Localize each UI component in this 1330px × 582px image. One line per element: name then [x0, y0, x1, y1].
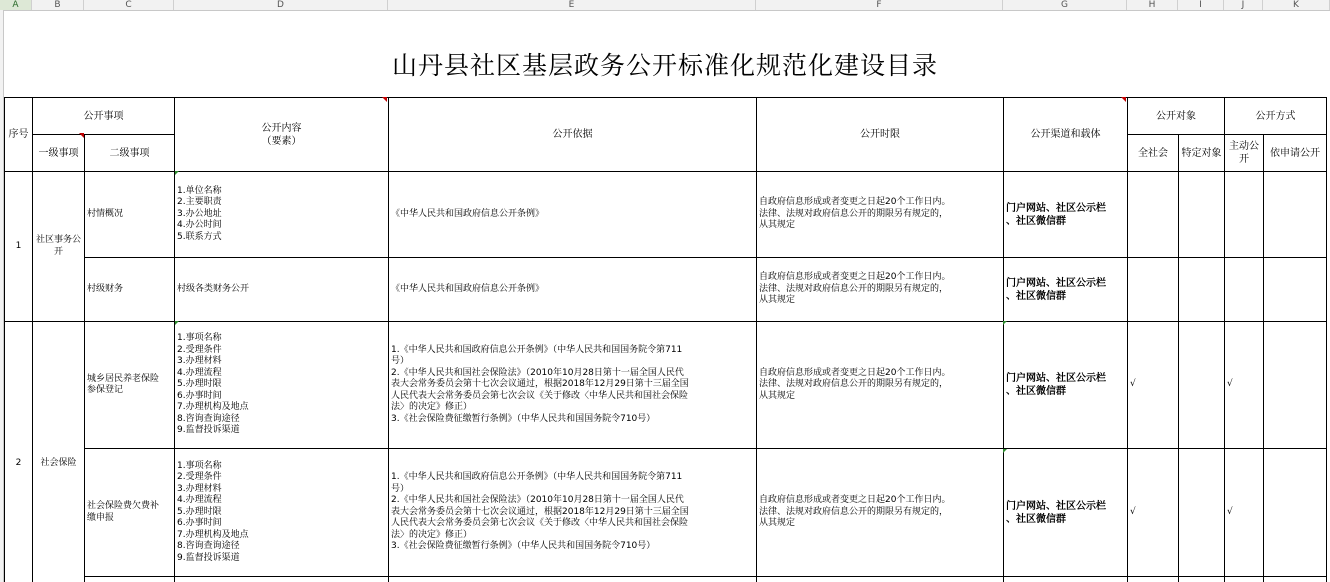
- method-active-cell[interactable]: √: [1225, 322, 1264, 449]
- timelimit-line: 法律、法规对政府信息公开的期限另有规定的，: [759, 379, 949, 390]
- timelimit-cell[interactable]: [757, 577, 1004, 582]
- channel-line: 、社区微信群: [1006, 386, 1066, 397]
- basis-line: 人民代表大会常务委员会第七次会议《关于修改〈中华人民共和国社会保险: [391, 518, 689, 529]
- seq-cell[interactable]: 2: [5, 322, 33, 582]
- content-cell[interactable]: [175, 322, 389, 449]
- channel-line: 门户网站、社区公示栏: [1006, 202, 1106, 214]
- basis-line: 人民代表大会常务委员会第七次会议《关于修改〈中华人民共和国社会保险: [391, 390, 689, 401]
- target-specific-cell[interactable]: [1179, 258, 1225, 322]
- timelimit-line: 法律、法规对政府信息公开的期限另有规定的，: [759, 506, 949, 517]
- header-items[interactable]: 公开事项: [33, 98, 175, 135]
- comment-indicator[interactable]: [382, 97, 387, 102]
- method-active-cell[interactable]: [1225, 258, 1264, 322]
- column-header-b[interactable]: B: [32, 0, 84, 10]
- header-basis[interactable]: 公开依据: [389, 98, 757, 172]
- level2-cell[interactable]: [85, 322, 175, 449]
- method-apply-cell[interactable]: [1264, 577, 1327, 582]
- channel-line: 门户网站、社区公示栏: [1006, 500, 1106, 512]
- basis-line: 表大会常务委员会第十七次会议通过，根据2018年12月29日第十三届全国: [391, 379, 689, 390]
- header-timelimit[interactable]: 公开时限: [757, 98, 1004, 172]
- channel-cell[interactable]: [1004, 577, 1128, 582]
- basis-line: 3.《社会保险费征缴暂行条例》（中华人民共和国国务院令710号）: [391, 413, 656, 424]
- method-apply-cell[interactable]: [1264, 449, 1327, 577]
- content-cell[interactable]: [175, 172, 389, 258]
- content-line: 1.事项名称: [177, 333, 222, 344]
- content-cell[interactable]: [175, 577, 389, 582]
- column-header-f[interactable]: F: [756, 0, 1003, 10]
- method-active-cell[interactable]: √: [1225, 449, 1264, 577]
- target-specific-cell[interactable]: [1179, 577, 1225, 582]
- level2-label: 城乡居民养老保险参保登记: [87, 373, 160, 395]
- header-content[interactable]: [175, 98, 389, 172]
- content-line: 3.办理材料: [177, 356, 222, 367]
- basis-cell[interactable]: [389, 322, 757, 449]
- level1-cell[interactable]: 社区事务公开: [33, 172, 85, 322]
- column-header-d[interactable]: D: [174, 0, 388, 10]
- error-indicator[interactable]: [1003, 449, 1007, 453]
- target-specific-cell[interactable]: [1179, 172, 1225, 258]
- channel-line: 门户网站、社区公示栏: [1006, 373, 1106, 384]
- content-cell[interactable]: [175, 449, 389, 577]
- basis-line: 2.《中华人民共和国社会保险法》（2010年10月28日第十一届全国人民代: [391, 367, 684, 378]
- content-line: 3.办理材料: [177, 483, 222, 494]
- content-line: 4.办理流程: [177, 367, 222, 378]
- header-level2[interactable]: 二级事项: [85, 135, 175, 172]
- content-line: 6.办事时间: [177, 518, 222, 529]
- header-channel[interactable]: 公开渠道和载体: [1004, 98, 1128, 172]
- channel-line: 、社区微信群: [1006, 215, 1066, 227]
- content-line: 4.办理流程: [177, 495, 222, 506]
- method-apply-cell[interactable]: [1264, 258, 1327, 322]
- basis-line: 《中华人民共和国政府信息公开条例》: [391, 208, 545, 219]
- content-line: 2.主要职责: [177, 197, 222, 208]
- seq-cell[interactable]: 1: [5, 172, 33, 322]
- timelimit-cell[interactable]: [757, 322, 1004, 449]
- basis-cell[interactable]: [389, 577, 757, 582]
- content-line: 7.办理机构及地点: [177, 529, 249, 540]
- error-indicator[interactable]: [175, 321, 179, 325]
- target-specific-cell[interactable]: [1179, 449, 1225, 577]
- basis-line: 号）: [391, 483, 410, 494]
- timelimit-line: 自政府信息形成或者变更之日起20个工作日内。: [759, 197, 951, 208]
- basis-cell[interactable]: [389, 449, 757, 577]
- method-active-cell[interactable]: [1225, 577, 1264, 582]
- basis-line: 1.《中华人民共和国政府信息公开条例》（中华人民共和国国务院令第711: [391, 344, 683, 355]
- level1-cell[interactable]: 社会保险: [33, 322, 85, 582]
- header-seq[interactable]: 序号: [5, 98, 33, 172]
- basis-line: 《中华人民共和国政府信息公开条例》: [391, 283, 545, 294]
- comment-indicator[interactable]: [1121, 97, 1126, 102]
- channel-cell[interactable]: [1004, 322, 1128, 449]
- content-line: 9.监督投诉渠道: [177, 425, 240, 436]
- timelimit-line: 法律、法规对政府信息公开的期限另有规定的，: [759, 283, 949, 294]
- basis-line: 1.《中华人民共和国政府信息公开条例》（中华人民共和国国务院令第711: [391, 472, 683, 483]
- channel-cell[interactable]: [1004, 449, 1128, 577]
- content-line: 5.办理时限: [177, 506, 222, 517]
- column-header-a[interactable]: A: [0, 0, 32, 10]
- content-line: 9.监督投诉渠道: [177, 552, 240, 563]
- target-all-cell[interactable]: [1128, 258, 1179, 322]
- basis-line: 法〉的决定》修正）: [391, 529, 473, 540]
- target-all-cell[interactable]: √: [1128, 322, 1179, 449]
- channel-line: 、社区微信群: [1006, 513, 1066, 525]
- column-header-h[interactable]: H: [1127, 0, 1178, 10]
- method-active-cell[interactable]: [1225, 172, 1264, 258]
- basis-line: 3.《社会保险费征缴暂行条例》（中华人民共和国国务院令710号）: [391, 541, 656, 552]
- header-level1[interactable]: 一级事项: [33, 135, 85, 172]
- column-header-e[interactable]: E: [388, 0, 756, 10]
- header-method-active[interactable]: 主动公开: [1225, 135, 1264, 172]
- error-indicator[interactable]: [1003, 321, 1007, 325]
- timelimit-line: 从其规定: [759, 295, 796, 306]
- timelimit-cell[interactable]: [757, 172, 1004, 258]
- header-target-all[interactable]: 全社会: [1128, 135, 1179, 172]
- level2-cell[interactable]: [85, 449, 175, 577]
- column-header-g[interactable]: G: [1003, 0, 1127, 10]
- level2-cell[interactable]: 村情概况: [85, 172, 175, 258]
- content-line: 5.办理时限: [177, 379, 222, 390]
- page-title[interactable]: 山丹县社区基层政务公开标准化规范化建设目录: [391, 50, 938, 80]
- header-target-specific[interactable]: 特定对象: [1179, 135, 1225, 172]
- content-cell[interactable]: [175, 258, 389, 322]
- basis-line: 表大会常务委员会第十七次会议通过，根据2018年12月29日第十三届全国: [391, 506, 689, 517]
- channel-cell[interactable]: [1004, 172, 1128, 258]
- timelimit-line: 从其规定: [759, 518, 796, 529]
- header-content-sub: （要素）: [261, 135, 302, 147]
- error-indicator[interactable]: [175, 171, 179, 175]
- column-header-c[interactable]: C: [84, 0, 174, 10]
- catalog-table: [4, 97, 1327, 582]
- content-line: 8.咨询查询途径: [177, 541, 240, 552]
- basis-line: 号）: [391, 356, 410, 367]
- header-content-label: 公开内容: [261, 122, 302, 134]
- level2-label: 社会保险费欠费补缴申报: [87, 501, 160, 523]
- target-all-cell[interactable]: [1128, 577, 1179, 582]
- target-all-cell[interactable]: [1128, 172, 1179, 258]
- channel-cell[interactable]: [1004, 258, 1128, 322]
- timelimit-line: 从其规定: [759, 390, 796, 401]
- basis-cell[interactable]: [389, 258, 757, 322]
- column-header-i[interactable]: I: [1178, 0, 1224, 10]
- target-all-cell[interactable]: √: [1128, 449, 1179, 577]
- timelimit-line: 自政府信息形成或者变更之日起20个工作日内。: [759, 367, 951, 378]
- content-line: 1.事项名称: [177, 460, 222, 471]
- timelimit-cell[interactable]: [757, 258, 1004, 322]
- timelimit-line: 自政府信息形成或者变更之日起20个工作日内。: [759, 495, 951, 506]
- content-line: 2.受理条件: [177, 472, 222, 483]
- timelimit-line: 法律、法规对政府信息公开的期限另有规定的，: [759, 208, 949, 219]
- timelimit-line: 从其规定: [759, 220, 796, 231]
- content-line: 7.办理机构及地点: [177, 402, 249, 413]
- basis-line: 2.《中华人民共和国社会保险法》（2010年10月28日第十一届全国人民代: [391, 495, 684, 506]
- timelimit-line: 自政府信息形成或者变更之日起20个工作日内。: [759, 272, 951, 283]
- content-line: 1.单位名称: [177, 185, 222, 196]
- target-specific-cell[interactable]: [1179, 322, 1225, 449]
- header-method[interactable]: 公开方式: [1225, 98, 1327, 135]
- content-line: 2.受理条件: [177, 344, 222, 355]
- method-apply-cell[interactable]: [1264, 172, 1327, 258]
- basis-line: 法〉的决定》修正）: [391, 402, 473, 413]
- header-method-apply[interactable]: 依申请公开: [1264, 135, 1327, 172]
- basis-cell[interactable]: [389, 172, 757, 258]
- column-header-k[interactable]: K: [1263, 0, 1330, 10]
- level2-cell[interactable]: [85, 577, 175, 582]
- content-line: 5.联系方式: [177, 231, 222, 242]
- content-line: 6.办事时间: [177, 390, 222, 401]
- content-line: 4.办公时间: [177, 220, 222, 231]
- content-line: 8.咨询查询途径: [177, 413, 240, 424]
- header-target[interactable]: 公开对象: [1128, 98, 1225, 135]
- spreadsheet-grid[interactable]: [0, 10, 1330, 582]
- method-apply-cell[interactable]: [1264, 322, 1327, 449]
- column-header-j[interactable]: J: [1224, 0, 1263, 10]
- level2-cell[interactable]: 村级财务: [85, 258, 175, 322]
- channel-line: 门户网站、社区公示栏: [1006, 277, 1106, 289]
- content-line: 村级各类财务公开: [177, 283, 250, 294]
- timelimit-cell[interactable]: [757, 449, 1004, 577]
- content-line: 3.办公地址: [177, 208, 222, 219]
- comment-indicator[interactable]: [79, 133, 84, 138]
- channel-line: 、社区微信群: [1006, 290, 1066, 302]
